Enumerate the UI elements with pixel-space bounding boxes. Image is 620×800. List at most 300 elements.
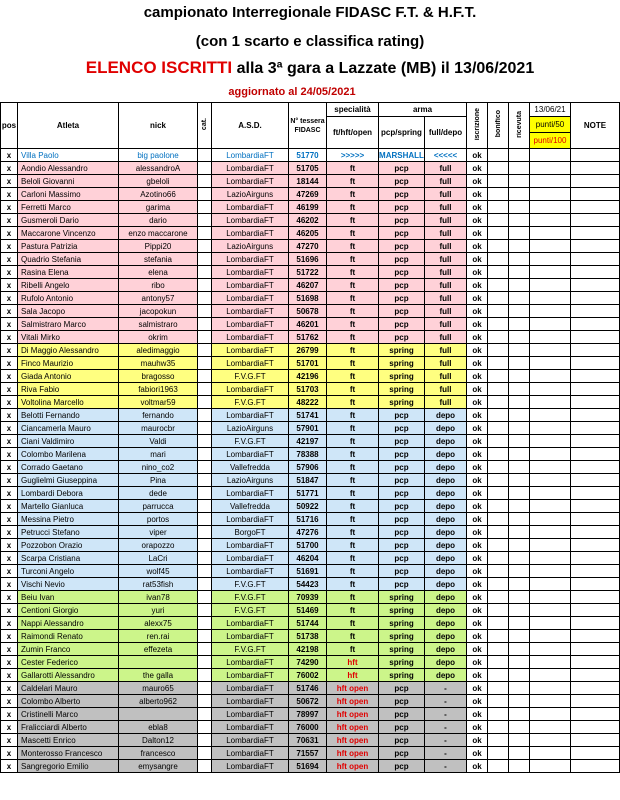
cell-nick: Pina <box>119 474 198 487</box>
cell-full: depo <box>425 578 467 591</box>
col-specialita: specialità <box>327 103 379 117</box>
cell-spec: ft <box>327 279 379 292</box>
cell-nick: rat53fish <box>119 578 198 591</box>
cell-asd: LombardiaFT <box>212 409 289 422</box>
cell-full: depo <box>425 604 467 617</box>
cell-cat <box>198 526 212 539</box>
cell-nick: jacopokun <box>119 305 198 318</box>
cell-punti <box>530 383 571 396</box>
cell-spec: ft <box>327 227 379 240</box>
cell-asd: Vallefredda <box>212 500 289 513</box>
cell-bon <box>488 370 509 383</box>
cell-pcp: pcp <box>379 227 425 240</box>
cell-pcp: spring <box>379 591 425 604</box>
cell-spec: hft open <box>327 747 379 760</box>
cell-asd: BorgoFT <box>212 526 289 539</box>
cell-pcp: pcp <box>379 708 425 721</box>
cell-name: Raimondi Renato <box>18 630 119 643</box>
cell-name: Finco Maurizio <box>18 357 119 370</box>
cell-cat <box>198 435 212 448</box>
cell-bon <box>488 734 509 747</box>
cell-bon <box>488 292 509 305</box>
cell-full: depo <box>425 565 467 578</box>
cell-nick: salmistraro <box>119 318 198 331</box>
cell-pcp: pcp <box>379 747 425 760</box>
cell-name: Beloli Giovanni <box>18 175 119 188</box>
cell-nick: ivan78 <box>119 591 198 604</box>
cell-note <box>571 617 620 630</box>
cell-name: Giada Antonio <box>18 370 119 383</box>
cell-pos: x <box>1 383 18 396</box>
cell-name: Caldelari Mauro <box>18 682 119 695</box>
col-cat: cat. <box>198 103 212 149</box>
cell-nick: dede <box>119 487 198 500</box>
cell-note <box>571 656 620 669</box>
cell-asd: LombardiaFT <box>212 734 289 747</box>
cell-nick: gbeloli <box>119 175 198 188</box>
cell-pcp: pcp <box>379 292 425 305</box>
cell-ric <box>509 357 530 370</box>
table-row <box>1 448 620 461</box>
cell-asd: LombardiaFT <box>212 617 289 630</box>
cell-ric <box>509 578 530 591</box>
cell-pcp: pcp <box>379 435 425 448</box>
cell-full: depo <box>425 643 467 656</box>
cell-spec: ft <box>327 565 379 578</box>
cell-punti <box>530 409 571 422</box>
cell-nick: yuri <box>119 604 198 617</box>
cell-full: depo <box>425 513 467 526</box>
cell-tessera: 76000 <box>289 721 327 734</box>
cell-name: Lombardi Debora <box>18 487 119 500</box>
cell-full: <<<<< <box>425 149 467 162</box>
cell-note <box>571 500 620 513</box>
cell-full: - <box>425 695 467 708</box>
cell-punti <box>530 721 571 734</box>
cell-spec: ft <box>327 461 379 474</box>
cell-punti <box>530 188 571 201</box>
cell-bon <box>488 435 509 448</box>
cell-full: full <box>425 175 467 188</box>
cell-name: Carloni Massimo <box>18 188 119 201</box>
cell-full: full <box>425 331 467 344</box>
cell-asd: LombardiaFT <box>212 669 289 682</box>
table-row <box>1 266 620 279</box>
table-row <box>1 331 620 344</box>
cell-pos: x <box>1 695 18 708</box>
cell-cat <box>198 396 212 409</box>
cell-pcp: pcp <box>379 214 425 227</box>
col-nick: nick <box>119 103 198 149</box>
cell-nick: mari <box>119 448 198 461</box>
cell-asd: LombardiaFT <box>212 708 289 721</box>
cell-full: depo <box>425 409 467 422</box>
cell-isc: ok <box>467 760 488 773</box>
cell-nick: wolf45 <box>119 565 198 578</box>
cell-tessera: 51694 <box>289 760 327 773</box>
cell-punti <box>530 357 571 370</box>
cell-bon <box>488 656 509 669</box>
cell-isc: ok <box>467 201 488 214</box>
cell-punti <box>530 266 571 279</box>
cell-note <box>571 630 620 643</box>
cell-ric <box>509 149 530 162</box>
cell-pcp: pcp <box>379 734 425 747</box>
cell-nick: fernando <box>119 409 198 422</box>
cell-pos: x <box>1 292 18 305</box>
cell-pos: x <box>1 487 18 500</box>
cell-note <box>571 292 620 305</box>
table-row <box>1 500 620 513</box>
cell-pos: x <box>1 682 18 695</box>
cell-note <box>571 175 620 188</box>
cell-full: - <box>425 747 467 760</box>
cell-ric <box>509 500 530 513</box>
cell-full: full <box>425 292 467 305</box>
cell-punti <box>530 578 571 591</box>
cell-punti <box>530 279 571 292</box>
cell-ric <box>509 331 530 344</box>
cell-ric <box>509 253 530 266</box>
cell-name: Zumin Franco <box>18 643 119 656</box>
cell-pos: x <box>1 734 18 747</box>
cell-ric <box>509 643 530 656</box>
cell-nick: parrucca <box>119 500 198 513</box>
cell-spec: ft <box>327 617 379 630</box>
cell-nick: mauhw35 <box>119 357 198 370</box>
cell-pos: x <box>1 708 18 721</box>
cell-nick: garima <box>119 201 198 214</box>
cell-punti <box>530 214 571 227</box>
cell-tessera: 51700 <box>289 539 327 552</box>
cell-bon <box>488 708 509 721</box>
cell-spec: hft open <box>327 695 379 708</box>
cell-note <box>571 721 620 734</box>
cell-cat <box>198 370 212 383</box>
cell-name: Ribelli Angelo <box>18 279 119 292</box>
cell-pcp: pcp <box>379 422 425 435</box>
cell-tessera: 50922 <box>289 500 327 513</box>
cell-full: - <box>425 734 467 747</box>
cell-isc: ok <box>467 708 488 721</box>
cell-name: Salmistraro Marco <box>18 318 119 331</box>
cell-note <box>571 747 620 760</box>
cell-asd: LombardiaFT <box>212 279 289 292</box>
cell-nick: Azotino66 <box>119 188 198 201</box>
cell-punti <box>530 175 571 188</box>
cell-pos: x <box>1 526 18 539</box>
cell-cat <box>198 266 212 279</box>
cell-pos: x <box>1 565 18 578</box>
cell-ric <box>509 409 530 422</box>
cell-pos: x <box>1 578 18 591</box>
cell-nick: ebla8 <box>119 721 198 734</box>
cell-pcp: pcp <box>379 500 425 513</box>
cell-cat <box>198 721 212 734</box>
cell-pos: x <box>1 539 18 552</box>
cell-punti <box>530 461 571 474</box>
cell-tessera: 51698 <box>289 292 327 305</box>
table-row <box>1 201 620 214</box>
cell-note <box>571 396 620 409</box>
cell-note <box>571 669 620 682</box>
cell-spec: ft <box>327 214 379 227</box>
col-arma: arma <box>379 103 467 117</box>
col-arma-sub2: full/depo <box>425 117 467 149</box>
cell-note <box>571 214 620 227</box>
cell-spec: ft <box>327 630 379 643</box>
cell-name: Rufolo Antonio <box>18 292 119 305</box>
cell-bon <box>488 617 509 630</box>
table-row <box>1 708 620 721</box>
cell-cat <box>198 565 212 578</box>
cell-pcp: pcp <box>379 162 425 175</box>
cell-punti <box>530 708 571 721</box>
cell-note <box>571 487 620 500</box>
cell-full: - <box>425 760 467 773</box>
cell-punti <box>530 370 571 383</box>
table-row <box>1 669 620 682</box>
cell-full: - <box>425 708 467 721</box>
cell-cat <box>198 656 212 669</box>
table-row <box>1 656 620 669</box>
cell-asd: LombardiaFT <box>212 760 289 773</box>
cell-spec: hft open <box>327 721 379 734</box>
cell-asd: LombardiaFT <box>212 227 289 240</box>
cell-nick: enzo maccarone <box>119 227 198 240</box>
cell-bon <box>488 175 509 188</box>
cell-spec: ft <box>327 396 379 409</box>
cell-ric <box>509 266 530 279</box>
cell-ric <box>509 214 530 227</box>
cell-asd: LazioAirguns <box>212 240 289 253</box>
table-row <box>1 357 620 370</box>
cell-spec: ft <box>327 474 379 487</box>
cell-cat <box>198 318 212 331</box>
cell-pcp: pcp <box>379 565 425 578</box>
cell-punti <box>530 747 571 760</box>
cell-isc: ok <box>467 630 488 643</box>
cell-spec: ft <box>327 513 379 526</box>
cell-asd: LombardiaFT <box>212 539 289 552</box>
cell-pcp: pcp <box>379 760 425 773</box>
cell-isc: ok <box>467 448 488 461</box>
table-row <box>1 422 620 435</box>
cell-full: full <box>425 266 467 279</box>
cell-pos: x <box>1 422 18 435</box>
table-row <box>1 734 620 747</box>
cell-spec: >>>>> <box>327 149 379 162</box>
cell-bon <box>488 162 509 175</box>
cell-pcp: pcp <box>379 539 425 552</box>
cell-cat <box>198 344 212 357</box>
cell-tessera: 18144 <box>289 175 327 188</box>
cell-tessera: 46199 <box>289 201 327 214</box>
cell-isc: ok <box>467 383 488 396</box>
cell-cat <box>198 760 212 773</box>
cell-cat <box>198 474 212 487</box>
cell-spec: hft open <box>327 682 379 695</box>
cell-punti <box>530 448 571 461</box>
cell-note <box>571 539 620 552</box>
cell-tessera: 50672 <box>289 695 327 708</box>
cell-bon <box>488 461 509 474</box>
cell-asd: LombardiaFT <box>212 513 289 526</box>
cell-tessera: 42198 <box>289 643 327 656</box>
cell-bon <box>488 487 509 500</box>
cell-spec: ft <box>327 500 379 513</box>
table-row <box>1 487 620 500</box>
table-row <box>1 747 620 760</box>
table-row <box>1 591 620 604</box>
cell-note <box>571 357 620 370</box>
table-row <box>1 409 620 422</box>
cell-punti <box>530 669 571 682</box>
cell-bon <box>488 552 509 565</box>
cell-spec: ft <box>327 292 379 305</box>
cell-name: Cester Federico <box>18 656 119 669</box>
cell-note <box>571 513 620 526</box>
cell-asd: F.V.G.FT <box>212 591 289 604</box>
cell-bon <box>488 604 509 617</box>
cell-cat <box>198 461 212 474</box>
cell-full: full <box>425 318 467 331</box>
table-row <box>1 214 620 227</box>
cell-pos: x <box>1 305 18 318</box>
cell-asd: F.V.G.FT <box>212 435 289 448</box>
cell-bon <box>488 383 509 396</box>
cell-tessera: 51696 <box>289 253 327 266</box>
cell-asd: LombardiaFT <box>212 266 289 279</box>
cell-isc: ok <box>467 305 488 318</box>
cell-asd: LombardiaFT <box>212 682 289 695</box>
cell-pos: x <box>1 266 18 279</box>
table-row <box>1 578 620 591</box>
cell-cat <box>198 513 212 526</box>
cell-isc: ok <box>467 162 488 175</box>
cell-pos: x <box>1 435 18 448</box>
cell-nick: ribo <box>119 279 198 292</box>
cell-cat <box>198 162 212 175</box>
cell-nick: okrim <box>119 331 198 344</box>
cell-tessera: 51701 <box>289 357 327 370</box>
cell-isc: ok <box>467 500 488 513</box>
cell-full: full <box>425 162 467 175</box>
cell-isc: ok <box>467 396 488 409</box>
cell-tessera: 46201 <box>289 318 327 331</box>
cell-note <box>571 604 620 617</box>
cell-tessera: 51738 <box>289 630 327 643</box>
cell-ric <box>509 370 530 383</box>
table-row <box>1 539 620 552</box>
cell-asd: F.V.G.FT <box>212 578 289 591</box>
cell-ric <box>509 656 530 669</box>
cell-pcp: spring <box>379 643 425 656</box>
cell-full: depo <box>425 422 467 435</box>
cell-asd: LazioAirguns <box>212 188 289 201</box>
cell-pos: x <box>1 357 18 370</box>
cell-cat <box>198 409 212 422</box>
cell-pos: x <box>1 318 18 331</box>
cell-pos: x <box>1 162 18 175</box>
cell-isc: ok <box>467 539 488 552</box>
cell-isc: ok <box>467 227 488 240</box>
cell-ric <box>509 708 530 721</box>
cell-tessera: 42197 <box>289 435 327 448</box>
cell-nick: elena <box>119 266 198 279</box>
cell-bon <box>488 669 509 682</box>
table-row <box>1 435 620 448</box>
cell-note <box>571 448 620 461</box>
cell-bon <box>488 448 509 461</box>
cell-note <box>571 695 620 708</box>
cell-punti <box>530 422 571 435</box>
col-iscrizione: iscrizione <box>467 103 488 149</box>
table-row <box>1 721 620 734</box>
cell-ric <box>509 279 530 292</box>
cell-pcp: spring <box>379 617 425 630</box>
col-spec-sub: ft/hft/open <box>327 117 379 149</box>
cell-ric <box>509 396 530 409</box>
cell-asd: LombardiaFT <box>212 721 289 734</box>
cell-ric <box>509 526 530 539</box>
cell-note <box>571 591 620 604</box>
cell-note <box>571 149 620 162</box>
cell-bon <box>488 682 509 695</box>
cell-full: depo <box>425 500 467 513</box>
cell-ric <box>509 591 530 604</box>
cell-note <box>571 578 620 591</box>
table-row <box>1 760 620 773</box>
cell-cat <box>198 578 212 591</box>
cell-pos: x <box>1 279 18 292</box>
cell-full: full <box>425 396 467 409</box>
table-body <box>1 149 620 773</box>
cell-name: Belotti Fernando <box>18 409 119 422</box>
cell-pcp: pcp <box>379 682 425 695</box>
title-line-3 <box>0 58 620 78</box>
cell-punti <box>530 630 571 643</box>
cell-asd: F.V.G.FT <box>212 604 289 617</box>
cell-ric <box>509 175 530 188</box>
cell-full: full <box>425 344 467 357</box>
cell-nick: effezeta <box>119 643 198 656</box>
cell-name: Cristinelli Marco <box>18 708 119 721</box>
cell-nick: the galla <box>119 669 198 682</box>
cell-spec: ft <box>327 383 379 396</box>
table-row <box>1 227 620 240</box>
cell-spec: ft <box>327 643 379 656</box>
cell-tessera: 54423 <box>289 578 327 591</box>
cell-full: full <box>425 214 467 227</box>
cell-cat <box>198 604 212 617</box>
cell-spec: hft open <box>327 760 379 773</box>
cell-cat <box>198 253 212 266</box>
cell-nick: portos <box>119 513 198 526</box>
cell-pos: x <box>1 214 18 227</box>
cell-bon <box>488 188 509 201</box>
cell-tessera: 51771 <box>289 487 327 500</box>
cell-nick: dario <box>119 214 198 227</box>
cell-bon <box>488 279 509 292</box>
cell-isc: ok <box>467 370 488 383</box>
cell-ric <box>509 487 530 500</box>
cell-bon <box>488 695 509 708</box>
cell-cat <box>198 500 212 513</box>
cell-spec: ft <box>327 578 379 591</box>
cell-spec: ft <box>327 240 379 253</box>
cell-name: Colombo Marilena <box>18 448 119 461</box>
